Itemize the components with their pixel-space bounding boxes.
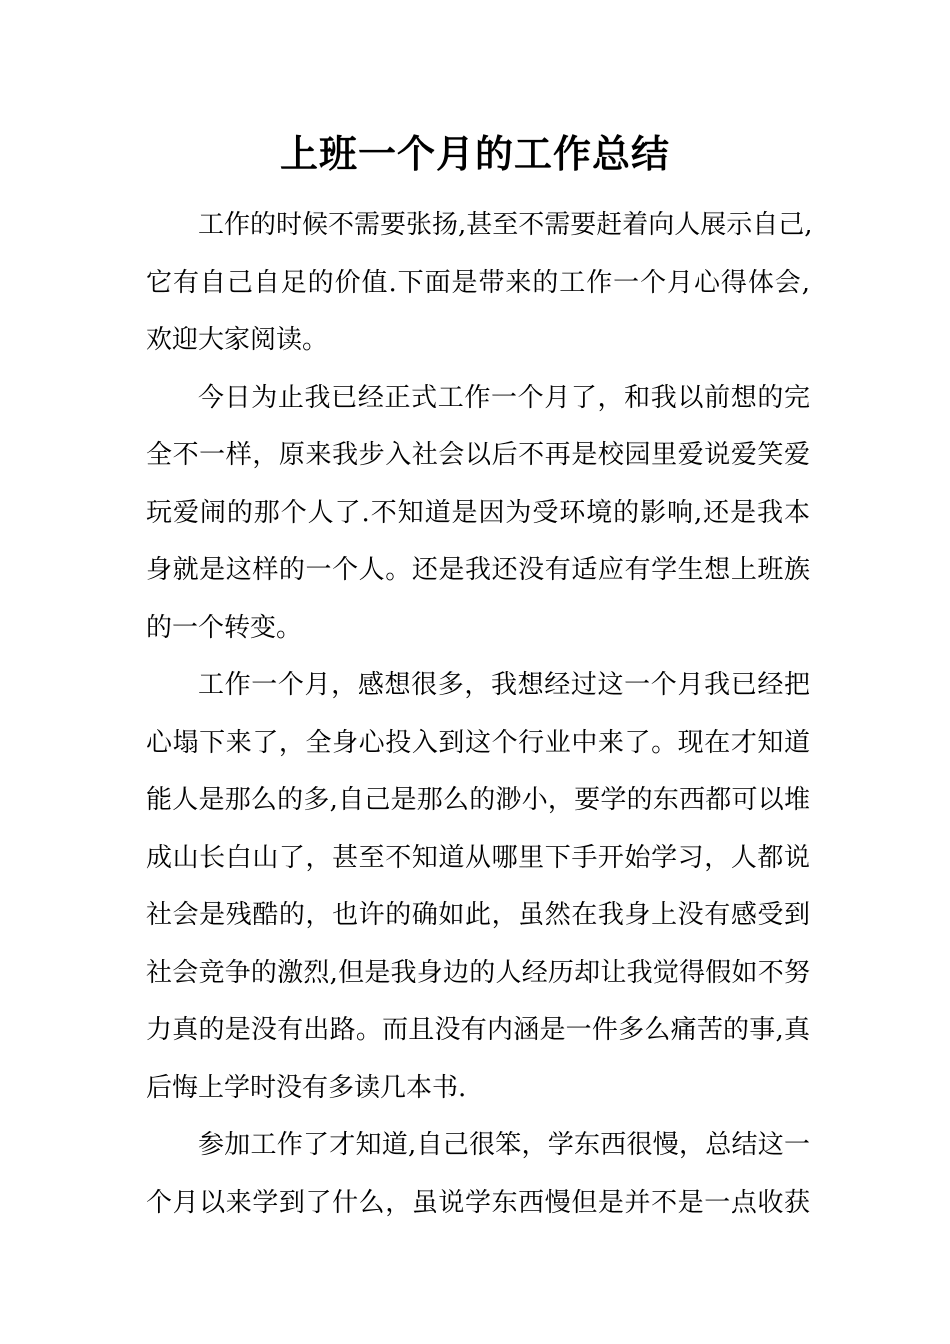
text-line: 身就是这样的一个人。还是我还没有适应有学生想上班族	[146, 555, 810, 585]
text-line: 参加工作了才知道,自己很笨，学东西很慢，总结这一	[198, 1130, 810, 1160]
text-line: 力真的是没有出路。而且没有内涵是一件多么痛苦的事,真	[146, 1015, 810, 1045]
paragraph-4	[146, 1117, 810, 1232]
text-line: 个月以来学到了什么，虽说学东西慢但是并不是一点收获	[146, 1187, 810, 1218]
text-line: 的一个转变。	[146, 612, 303, 643]
text-line: 全不一样，原来我步入社会以后不再是校园里爱说爱笑爱	[146, 440, 810, 470]
text-line: 心塌下来了，全身心投入到这个行业中来了。现在才知道	[146, 727, 810, 758]
paragraph-3	[146, 657, 810, 1117]
text-line: 成山长白山了，甚至不知道从哪里下手开始学习，人都说	[146, 842, 810, 873]
text-line: 后悔上学时没有多读几本书.	[146, 1072, 467, 1103]
text-line: 社会是残酷的，也许的确如此，虽然在我身上没有感受到	[146, 900, 810, 930]
paragraph-1	[146, 197, 813, 370]
paragraph-2	[146, 370, 810, 658]
text-line: 社会竞争的激烈,但是我身边的人经历却让我觉得假如不努	[146, 957, 810, 988]
text-line: 能人是那么的多,自己是那么的渺小，要学的东西都可以堆	[146, 785, 810, 815]
text-line: 工作一个月，感想很多，我想经过这一个月我已经把	[198, 670, 810, 700]
text-line: 它有自己自足的价值.下面是带来的工作一个月心得体会,	[146, 267, 810, 298]
document-title: 上班一个月的工作总结	[279, 131, 670, 176]
text-line: 欢迎大家阅读。	[146, 325, 329, 355]
document-body	[146, 197, 813, 1232]
text-line: 玩爱闹的那个人了.不知道是因为受环境的影响,还是我本	[146, 497, 810, 528]
text-line: 工作的时候不需要张扬,甚至不需要赶着向人展示自己,	[198, 210, 813, 240]
text-line: 今日为止我已经正式工作一个月了，和我以前想的完	[198, 382, 810, 413]
